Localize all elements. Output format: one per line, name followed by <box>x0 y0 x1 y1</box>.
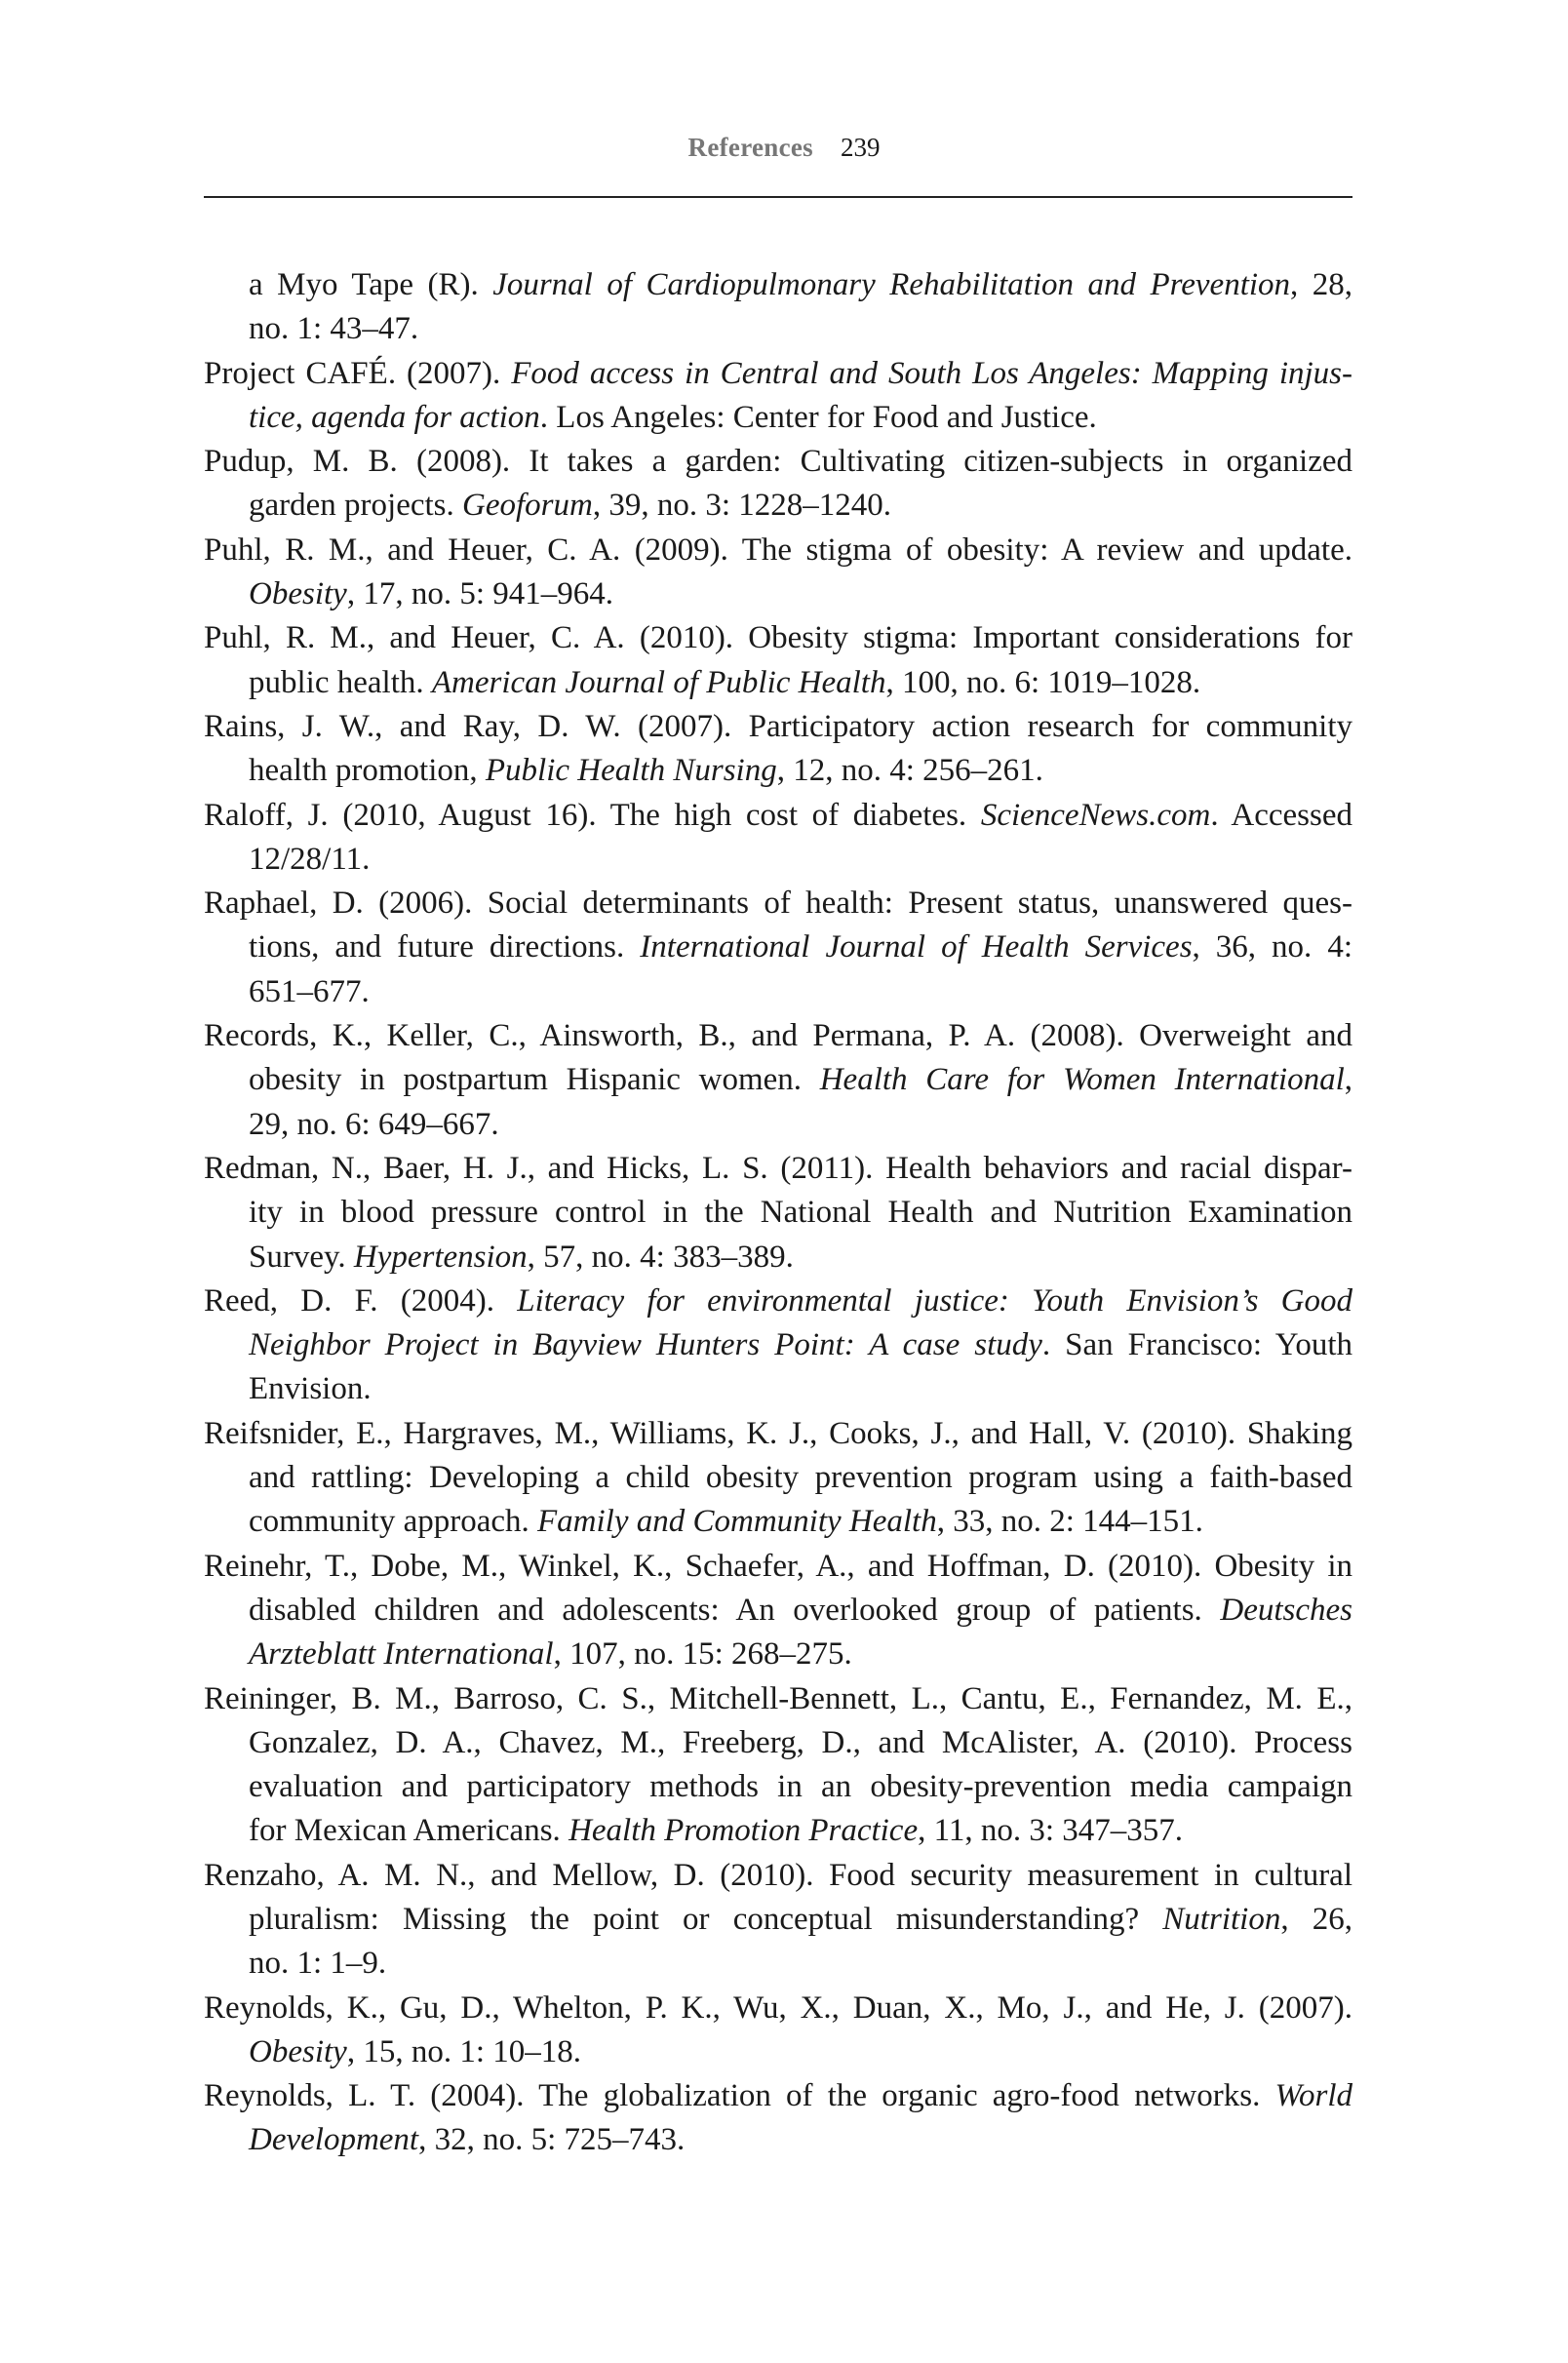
reference-line <box>204 1103 1352 1147</box>
reference-line <box>204 705 1352 749</box>
reference-text: , 26, <box>1280 1901 1353 1937</box>
reference-italic-text: Journal of Cardiopulmonary Rehabilitation and Prevention <box>492 267 1291 302</box>
reference-italic-text: Arzteblatt International <box>249 1636 554 1673</box>
reference-line <box>204 882 1352 926</box>
reference-text: . Los Angeles: Center for Food and Justice. <box>539 399 1097 435</box>
reference-line <box>204 529 1352 572</box>
reference-text: Raloff, J. (2010, August 16). The high cost of diabetes. <box>204 797 981 833</box>
reference-text: for Mexican Americans. <box>249 1813 569 1849</box>
reference-line <box>204 970 1352 1014</box>
reference-text: health promotion, <box>249 753 486 789</box>
running-header <box>0 128 1568 167</box>
reference-text: 29, no. 6: 649–667. <box>249 1106 499 1142</box>
reference-italic-text: Food access in Central and South Los Angeles: Mapping injus- <box>511 355 1352 391</box>
reference-line <box>204 1898 1352 1942</box>
reference-line <box>204 1987 1352 2030</box>
reference-italic-text: Geoforum <box>462 488 593 524</box>
reference-italic-text: Hypertension <box>353 1239 528 1275</box>
reference-text: no. 1: 1–9. <box>249 1946 387 1982</box>
reference-entry <box>204 616 1352 705</box>
reference-italic-text: World <box>1274 2078 1352 2114</box>
reference-text: Records, K., Keller, C., Ainsworth, B., and Permana, P. A. (2008). Overweight and <box>204 1018 1352 1054</box>
reference-italic-text: Deutsches <box>1220 1592 1352 1628</box>
reference-text: community approach. <box>249 1504 538 1540</box>
reference-line <box>204 794 1352 838</box>
reference-line <box>204 572 1352 616</box>
reference-line <box>204 1942 1352 1986</box>
reference-text: Reifsnider, E., Hargraves, M., Williams, K. J., Cooks, J., and Hall, V. (2010). Shaking <box>204 1415 1352 1451</box>
reference-text: . San Francisco: Youth <box>1041 1327 1352 1363</box>
reference-entry <box>204 794 1352 883</box>
reference-line <box>204 1456 1352 1500</box>
reference-text: , 36, no. 4: <box>1192 929 1352 965</box>
page-number: 239 <box>840 133 881 162</box>
reference-entry <box>204 1545 1352 1677</box>
reference-text: Renzaho, A. M. N., and Mellow, D. (2010). Food security measurement in cultural <box>204 1857 1352 1893</box>
reference-line <box>204 1147 1352 1191</box>
reference-line <box>204 263 1352 307</box>
reference-text: , 12, no. 4: 256–261. <box>776 753 1043 789</box>
reference-text: , 39, no. 3: 1228–1240. <box>592 488 891 524</box>
reference-text: garden projects. <box>249 488 462 524</box>
reference-italic-text: Literacy for environmental justice: Youth Envision’s Good <box>517 1282 1352 1319</box>
reference-line <box>204 1412 1352 1456</box>
reference-italic-text: American Journal of Public Health <box>431 664 886 700</box>
reference-text: , 32, no. 5: 725–743. <box>418 2122 686 2158</box>
reference-italic-text: Development <box>249 2122 419 2158</box>
reference-line <box>204 1854 1352 1898</box>
reference-entry <box>204 1854 1352 1987</box>
reference-italic-text: Obesity <box>249 576 347 612</box>
reference-line <box>204 1058 1352 1102</box>
reference-line <box>204 1367 1352 1411</box>
reference-line <box>204 1589 1352 1633</box>
reference-line <box>204 661 1352 705</box>
reference-line <box>204 307 1352 351</box>
reference-text: Pudup, M. B. (2008). It takes a garden: Cultivating citizen-subjects in organized <box>204 444 1352 480</box>
reference-italic-text: Health Care for Women International <box>819 1062 1345 1098</box>
reference-italic-text: Neighbor Project in Bayview Hunters Point: A case study <box>249 1327 1042 1363</box>
reference-text: , 17, no. 5: 941–964. <box>346 576 613 612</box>
reference-text: Reynolds, K., Gu, D., Whelton, P. K., Wu, X., Duan, X., Mo, J., and He, J. (2007). <box>204 1989 1352 2026</box>
reference-entry <box>204 440 1352 529</box>
reference-text: evaluation and participatory methods in an obesity-prevention media campaign <box>249 1769 1352 1805</box>
reference-entry <box>204 2074 1352 2163</box>
reference-entry <box>204 1147 1352 1280</box>
reference-line <box>204 1765 1352 1809</box>
reference-line <box>204 838 1352 882</box>
reference-italic-text: Obesity <box>249 2033 347 2069</box>
reference-line <box>204 616 1352 660</box>
reference-line <box>204 352 1352 396</box>
reference-text: ity in blood pressure control in the National Health and Nutrition Examination <box>249 1195 1352 1231</box>
reference-text: , 11, no. 3: 347–357. <box>918 1813 1184 1849</box>
reference-line <box>204 1500 1352 1544</box>
header-rule <box>204 196 1352 198</box>
reference-line <box>204 1545 1352 1589</box>
reference-italic-text: International Journal of Health Services <box>640 929 1193 965</box>
reference-entry <box>204 1412 1352 1545</box>
running-title: References <box>687 133 813 162</box>
reference-italic-text: ScienceNews.com <box>980 797 1211 833</box>
reference-italic-text: Health Promotion Practice <box>568 1813 919 1849</box>
reference-text: Raphael, D. (2006). Social determinants of health: Present status, unanswered ques- <box>204 886 1352 922</box>
reference-entry <box>204 263 1352 352</box>
reference-entry <box>204 529 1352 617</box>
reference-line <box>204 926 1352 969</box>
reference-text: Survey. <box>249 1239 354 1275</box>
reference-line <box>204 1280 1352 1323</box>
reference-line <box>204 1721 1352 1765</box>
reference-text: . Accessed <box>1210 797 1352 833</box>
reference-entry <box>204 1280 1352 1412</box>
reference-text: Rains, J. W., and Ray, D. W. (2007). Participatory action research for community <box>204 708 1352 744</box>
reference-entry <box>204 882 1352 1014</box>
reference-text: Reininger, B. M., Barroso, C. S., Mitchell-Bennett, L., Cantu, E., Fernandez, M. E., <box>204 1680 1352 1716</box>
reference-italic-text: Public Health Nursing <box>485 753 777 789</box>
reference-text: no. 1: 43–47. <box>249 311 419 347</box>
reference-line <box>204 1809 1352 1853</box>
reference-text: public health. <box>249 664 432 700</box>
reference-line <box>204 396 1352 440</box>
reference-line <box>204 1014 1352 1058</box>
reference-text: Puhl, R. M., and Heuer, C. A. (2010). Obesity stigma: Important considerations for <box>204 620 1352 656</box>
reference-line <box>204 440 1352 484</box>
reference-line <box>204 484 1352 528</box>
reference-text: , 33, no. 2: 144–151. <box>936 1504 1203 1540</box>
reference-line <box>204 749 1352 793</box>
reference-line <box>204 1323 1352 1367</box>
reference-entry <box>204 705 1352 794</box>
reference-text: Envision. <box>249 1371 372 1407</box>
reference-entry <box>204 1014 1352 1147</box>
reference-text: , <box>1344 1062 1352 1098</box>
reference-text: Reynolds, L. T. (2004). The globalization of the organic agro-food networks. <box>204 2078 1275 2114</box>
reference-entry <box>204 1987 1352 2075</box>
reference-text: Project CAFÉ. (2007). <box>204 355 512 391</box>
reference-line <box>204 2030 1352 2074</box>
reference-text: Redman, N., Baer, H. J., and Hicks, L. S. (2011). Health behaviors and racial dispar- <box>204 1150 1352 1186</box>
reference-text: Reinehr, T., Dobe, M., Winkel, K., Schaefer, A., and Hoffman, D. (2010). Obesity in <box>204 1548 1352 1584</box>
reference-text: Puhl, R. M., and Heuer, C. A. (2009). The stigma of obesity: A review and update. <box>204 532 1352 568</box>
reference-text: pluralism: Missing the point or conceptual misunderstanding? <box>249 1901 1163 1937</box>
reference-text: disabled children and adolescents: An overlooked group of patients. <box>249 1592 1221 1628</box>
reference-line <box>204 1633 1352 1676</box>
reference-text: 651–677. <box>249 973 370 1009</box>
reference-line <box>204 1191 1352 1235</box>
reference-text: , 28, <box>1290 267 1353 302</box>
reference-text: , 100, no. 6: 1019–1028. <box>885 664 1201 700</box>
reference-text: obesity in postpartum Hispanic women. <box>249 1062 820 1098</box>
reference-line <box>204 1236 1352 1280</box>
reference-italic-text: tice, agenda for action <box>249 399 540 435</box>
reference-text: Gonzalez, D. A., Chavez, M., Freeberg, D., and McAlister, A. (2010). Process <box>249 1724 1352 1760</box>
reference-text: , 57, no. 4: 383–389. <box>527 1239 794 1275</box>
reference-italic-text: Nutrition <box>1162 1901 1281 1937</box>
reference-line <box>204 2118 1352 2162</box>
reference-text: a Myo Tape (R). <box>249 267 493 302</box>
reference-entry <box>204 1677 1352 1854</box>
reference-text: and rattling: Developing a child obesity prevention program using a faith-based <box>249 1460 1352 1496</box>
reference-italic-text: Family and Community Health <box>537 1504 937 1540</box>
reference-line <box>204 2074 1352 2118</box>
reference-text: 12/28/11. <box>249 841 371 877</box>
reference-list <box>204 263 1352 2163</box>
reference-text: , 107, no. 15: 268–275. <box>553 1636 852 1673</box>
reference-text: tions, and future directions. <box>249 929 641 965</box>
reference-text: , 15, no. 1: 10–18. <box>346 2033 581 2069</box>
reference-text: Reed, D. F. (2004). <box>204 1282 518 1319</box>
reference-line <box>204 1677 1352 1721</box>
reference-entry <box>204 352 1352 441</box>
